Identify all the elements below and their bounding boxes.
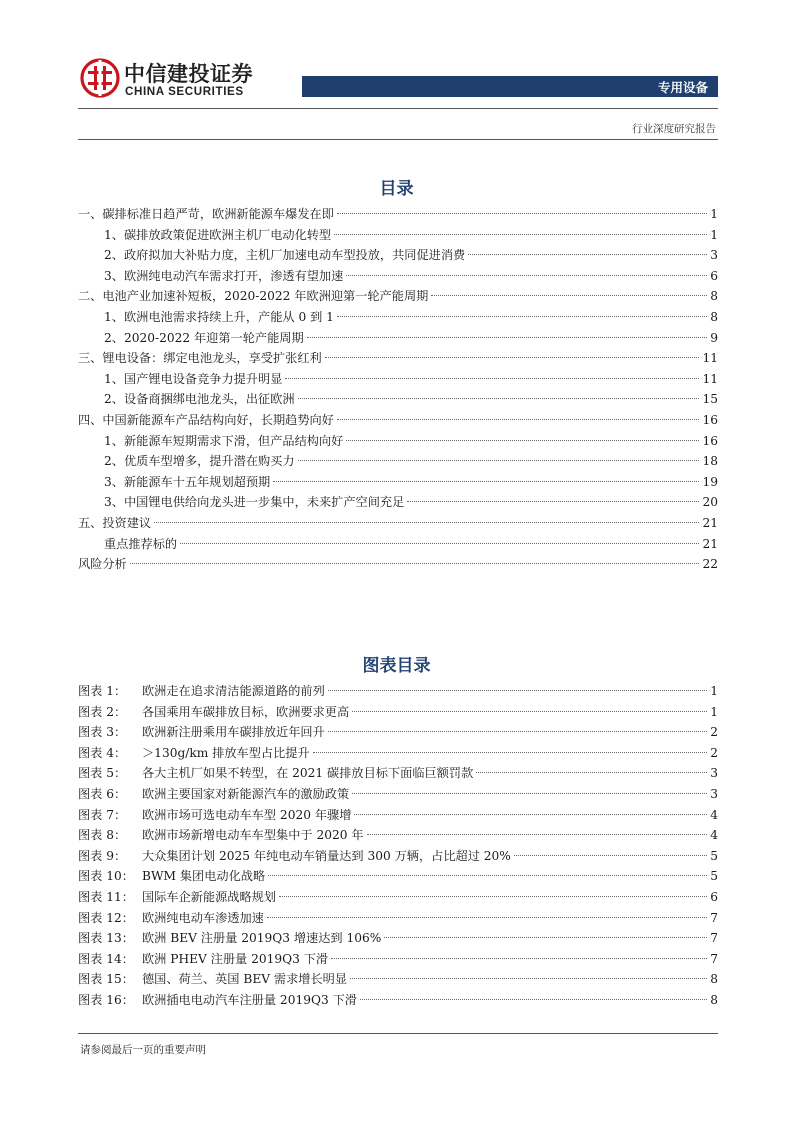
figure-entry-title [78,743,311,764]
figure-entry-title [78,784,350,805]
figure-entry-title [78,825,365,846]
figure-entry[interactable] [78,743,718,764]
page-number: 1 [710,684,718,698]
dot-leader [346,440,699,441]
page-number: 8 [710,992,718,1007]
figure-entry-title [78,969,348,990]
toc-entry-title: 五、投资建议 [78,515,152,530]
figure-entry-number: 图表 14： [78,951,134,966]
figure-entry-caption: 欧洲走在追求清洁能源道路的前列 [142,684,325,698]
dot-leader [298,398,700,399]
toc-entry[interactable] [78,369,718,390]
toc-entry[interactable] [78,328,718,349]
toc-entry[interactable] [78,451,718,472]
toc-entry-title: 一、碳排标准日趋严苛，欧洲新能源车爆发在即 [78,207,334,221]
figure-entry[interactable] [78,805,718,826]
figure-entry-number: 图表 15： [78,972,134,987]
figure-entry-caption: 欧洲插电电动汽车注册量 2019Q3 下滑 [142,992,357,1007]
figure-entry-title [78,681,326,702]
toc-entry-title: 2、优质车型增多，提升潜在购买力 [104,454,295,469]
dot-leader [352,711,707,712]
figure-entry-number: 图表 1： [78,684,127,698]
toc-entry[interactable] [78,410,718,431]
figure-entry-caption: 欧洲 BEV 注册量 2019Q3 增速达到 106% [142,931,382,946]
figure-entry-number: 图表 5： [78,766,127,781]
page-number: 21 [702,536,718,551]
figure-entry[interactable] [78,928,718,949]
page-number: 7 [710,910,718,925]
citic-logo-icon [80,58,120,98]
dot-leader [279,896,707,897]
page-number: 5 [710,869,718,884]
toc-entry[interactable] [78,286,718,307]
figure-entry-title [78,990,358,1011]
toc-entry[interactable] [78,389,718,410]
figure-entry-caption: 欧洲 PHEV 注册量 2019Q3 下滑 [142,951,329,966]
page-number: 16 [702,433,718,448]
page-number: 3 [710,766,718,781]
toc-entry[interactable] [78,513,718,534]
toc-entry-title: 2、设备商捆绑电池龙头，出征欧洲 [104,392,295,407]
figure-entry-caption: 欧洲主要国家对新能源汽车的激励政策 [142,786,350,801]
dot-leader [337,213,707,214]
toc-entry-title: 重点推荐标的 [104,536,178,551]
dot-leader [273,481,699,482]
page-number: 16 [702,412,718,427]
toc-entry[interactable] [78,534,718,555]
page-number: 9 [710,330,718,345]
figure-entry-title [78,805,352,826]
sector-banner [302,76,718,97]
toc-entry-title: 二、电池产业加速补短板，2020-2022 年欧洲迎第一轮产能周期 [78,289,429,304]
page-number: 11 [702,371,718,386]
toc-entry-title: 2、2020-2022 年迎第一轮产能周期 [104,330,304,345]
toc-entry[interactable] [78,307,718,328]
figure-entry-caption: 大众集团计划 2025 年纯电动车销量达到 300 万辆，占比超过 20% [142,848,511,863]
figure-entry[interactable] [78,908,718,929]
page-number: 8 [710,972,718,987]
dot-leader [130,563,700,564]
toc-entry[interactable] [78,348,718,369]
figure-entry-number: 图表 6： [78,786,127,801]
dot-leader [360,999,707,1000]
figure-entry-number: 图表 3： [78,725,127,740]
dot-leader [285,378,699,379]
page-number: 2 [710,725,718,740]
figure-entry-number: 图表 12： [78,910,134,925]
page-number: 1 [710,704,718,719]
figure-entry-number: 图表 10： [78,869,134,884]
dot-leader [268,875,707,876]
toc-entry[interactable] [78,204,718,225]
toc-entry-title: 1、碳排放政策促进欧洲主机厂电动化转型 [104,227,332,242]
figure-entry-number: 图表 16： [78,992,134,1007]
figure-entry-number: 图表 7： [78,807,127,822]
figure-list [78,681,718,1011]
figure-entry-title [78,908,265,929]
figure-entry-caption: 欧洲市场新增电动车车型集中于 2020 年 [142,828,364,843]
figure-entry-number: 图表 11： [78,889,134,904]
figure-entry[interactable] [78,722,718,743]
figure-entry-title [78,949,329,970]
figure-entry-caption: ＞130g/km 排放车型占比提升 [142,745,310,760]
figure-entry-caption: 各大主机厂如果不转型，在 2021 碳排放目标下面临巨额罚款 [142,766,474,781]
logo-chinese-name: 中信建投证券 [124,62,253,86]
page-number: 7 [710,931,718,946]
figure-entry-title [78,866,266,887]
figure-entry[interactable] [78,763,718,784]
figure-entry-number: 图表 4： [78,745,127,760]
figure-entry-caption: 欧洲市场可选电动车车型 2020 年骤增 [142,807,352,822]
toc-entry[interactable] [78,431,718,452]
toc-entry-title: 3、新能源车十五年规划超预期 [104,474,271,489]
dot-leader [337,419,700,420]
figure-entry[interactable] [78,969,718,990]
dot-leader [331,958,707,959]
page-number: 21 [702,515,718,530]
dot-leader [298,460,700,461]
dot-leader [352,793,707,794]
dot-leader [267,917,707,918]
toc-entry-title: 1、新能源车短期需求下滑，但产品结构向好 [104,433,344,448]
dot-leader [334,234,707,235]
footer-divider [78,1033,718,1034]
toc-entry-title: 四、中国新能源车产品结构向好，长期趋势向好 [78,412,334,427]
report-type: 行业深度研究报告 [632,123,716,135]
toc-entry[interactable] [78,266,718,287]
dot-leader [431,295,707,296]
figure-entry-number: 图表 2： [78,704,127,719]
page-number: 3 [710,786,718,801]
page-number: 8 [710,289,718,304]
figure-list-title: 图表目录 [362,656,431,676]
dot-leader [468,254,707,255]
figure-entry[interactable] [78,784,718,805]
dot-leader [407,501,699,502]
toc-entry[interactable] [78,554,718,575]
toc-title: 目录 [379,179,414,199]
figure-entry-caption: 国际车企新能源战略规划 [142,889,277,904]
figure-entry[interactable] [78,681,718,702]
figure-entry[interactable] [78,825,718,846]
header-divider [78,108,718,109]
toc-entry-title: 2、政府拟加大补贴力度，主机厂加速电动车型投放，共同促进消费 [104,248,466,263]
header-divider-lower [78,139,718,140]
dot-leader [328,731,707,732]
page-number: 3 [710,248,718,263]
figure-entry-number: 图表 8： [78,828,127,843]
dot-leader [476,772,707,773]
page-number: 2 [710,745,718,760]
figure-entry-title [78,722,326,743]
page-number: 22 [702,557,718,572]
figure-entry-caption: 欧洲新注册乘用车碳排放近年回升 [142,725,325,740]
figure-entry-caption: 各国乘用车碳排放目标，欧洲要求更高 [142,704,350,719]
figure-entry[interactable] [78,887,718,908]
page-number: 20 [702,495,718,510]
toc-entry[interactable] [78,245,718,266]
figure-entry[interactable] [78,990,718,1011]
page-number: 8 [710,309,718,324]
page-number: 19 [702,474,718,489]
toc-entry[interactable] [78,225,718,246]
dot-leader [367,834,708,835]
dot-leader [346,275,707,276]
figure-entry[interactable] [78,702,718,723]
footer-note: 请参阅最后一页的重要声明 [80,1044,206,1056]
figure-entry-title [78,887,277,908]
figure-entry-title [78,846,512,867]
figure-entry-title [78,928,382,949]
toc-entry-title: 1、国产锂电设备竞争力提升明显 [104,371,283,386]
toc-entry[interactable] [78,492,718,513]
page-number: 15 [702,392,718,407]
dot-leader [328,690,707,691]
figure-entry-caption: 德国、荷兰、英国 BEV 需求增长明显 [142,972,348,987]
page-number: 6 [710,268,718,283]
figure-entry[interactable] [78,846,718,867]
dot-leader [154,522,699,523]
page-number: 4 [710,807,718,822]
logo-english-name: CHINA SECURITIES [125,85,244,98]
toc-entry-title: 1、欧洲电池需求持续上升，产能从 0 到 1 [104,309,334,324]
figure-entry-number: 图表 13： [78,931,134,946]
figure-entry[interactable] [78,949,718,970]
figure-entry[interactable] [78,866,718,887]
dot-leader [337,316,707,317]
toc-entry-title: 风险分析 [78,557,127,572]
figure-entry-number: 图表 9： [78,848,127,863]
page-number: 18 [702,454,718,469]
dot-leader [514,855,707,856]
sector-label: 专用设备 [657,80,708,95]
toc-entry-title: 3、中国锂电供给向龙头进一步集中，未来扩产空间充足 [104,495,405,510]
page-number: 1 [710,207,718,221]
dot-leader [313,752,708,753]
dot-leader [325,357,700,358]
page-number: 5 [710,848,718,863]
dot-leader [180,543,699,544]
page-number: 7 [710,951,718,966]
toc-list [78,204,718,575]
figure-entry-title [78,763,474,784]
toc-entry-title: 三、锂电设备：绑定电池龙头，享受扩张红利 [78,351,322,366]
toc-entry-title: 3、欧洲纯电动汽车需求打开，渗透有望加速 [104,268,344,283]
dot-leader [307,337,708,338]
figure-entry-caption: BWM 集团电动化战略 [142,869,266,884]
page-number: 4 [710,828,718,843]
page-number: 11 [702,351,718,366]
figure-entry-title [78,702,350,723]
toc-entry[interactable] [78,472,718,493]
figure-entry-caption: 欧洲纯电动车渗透加速 [142,910,264,925]
company-logo [80,58,253,102]
dot-leader [384,937,707,938]
page-number: 1 [710,227,718,242]
dot-leader [354,814,707,815]
dot-leader [350,978,707,979]
page-number: 6 [710,889,718,904]
